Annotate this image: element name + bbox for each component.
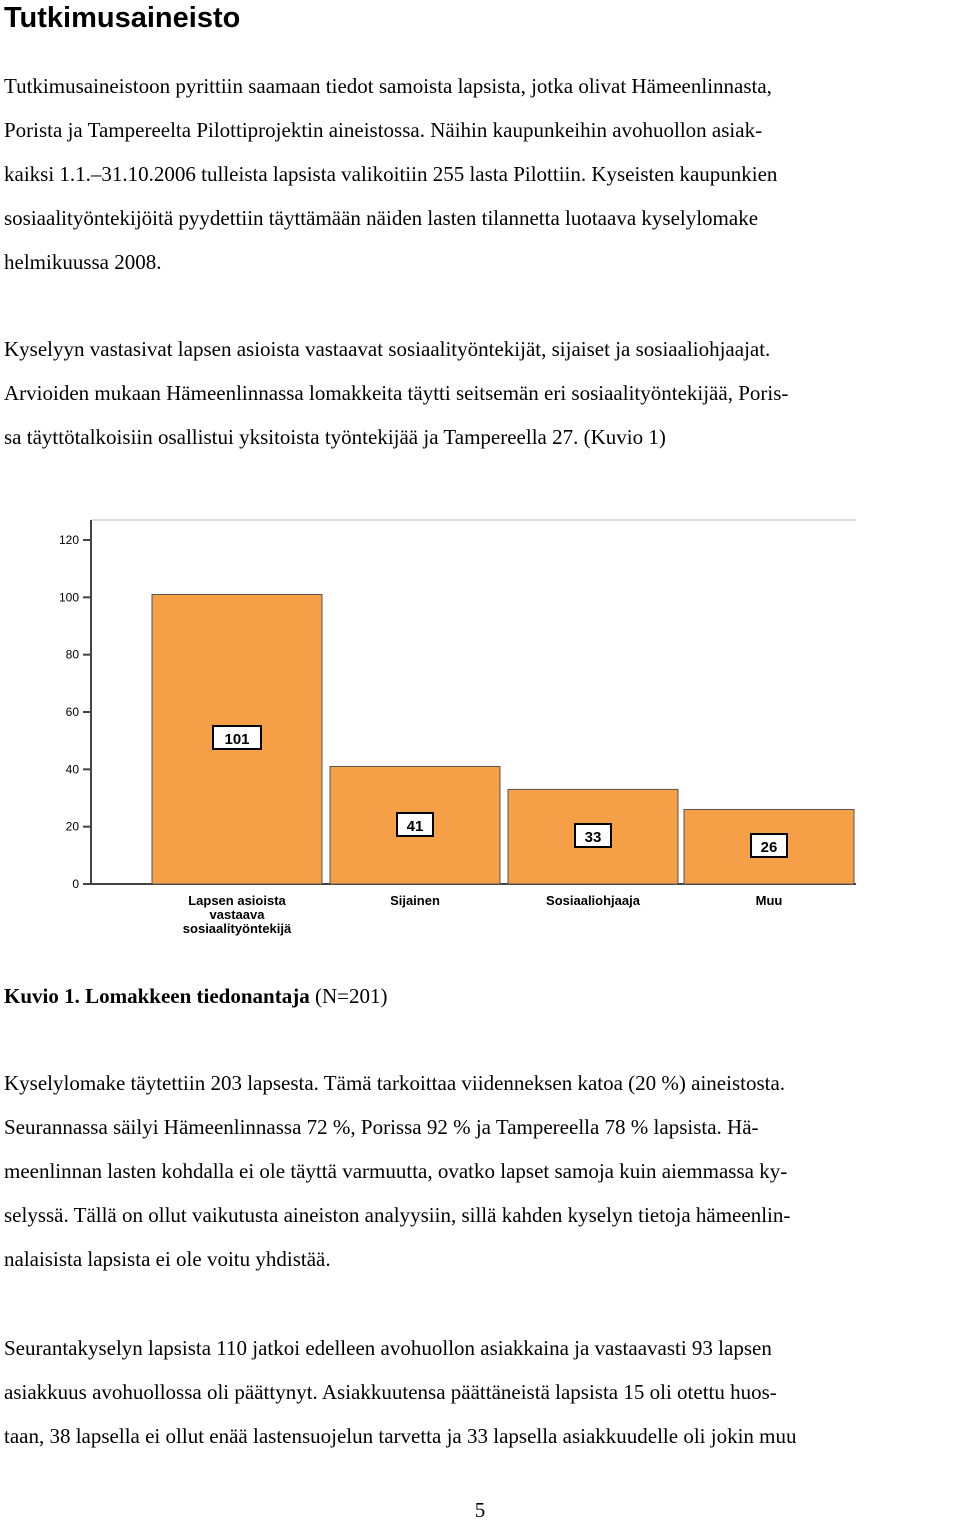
paragraph-2	[4, 327, 788, 459]
x-tick-label: Lapsen asioista	[188, 893, 286, 908]
y-tick-label: 80	[65, 647, 79, 662]
text-line: Seurantakyselyn lapsista 110 jatkoi edelleen avohuollon asiakkaina ja vastaavasti 93 lapsen	[4, 1336, 772, 1360]
page-number: 5	[474, 1498, 486, 1522]
text-line: meenlinnan lasten kohdalla ei ole täyttä varmuutta, ovatko lapset samoja kuin aiemmassa ky-	[4, 1159, 788, 1183]
y-tick-label: 120	[58, 533, 79, 547]
data-label: 101	[224, 731, 250, 748]
paragraph-1	[4, 64, 777, 284]
x-tick-label: Sosiaaliohjaaja	[546, 893, 640, 908]
data-label: 26	[760, 839, 778, 856]
text-line: Porista ja Tampereelta Pilottiprojektin aineistossa. Näihin kaupunkeihin avohuollon asiak-	[4, 118, 763, 142]
text-line: Arvioiden mukaan Hämeenlinnassa lomakkeita täytti seitsemän eri sosiaalityöntekijää, Poris-	[4, 381, 789, 405]
text-line: Tutkimusaineistoon pyrittiin saamaan tiedot samoista lapsista, jotka olivat Hämeenlinnasta,	[4, 74, 772, 98]
section-heading: Tutkimusaineisto	[4, 2, 241, 34]
x-tick-label: Muu	[755, 893, 783, 908]
x-tick-label: vastaava	[209, 907, 265, 922]
paragraph-3	[4, 1061, 790, 1281]
text-line: Kyselyyn vastasivat lapsen asioista vastaavat sosiaalityöntekijät, sijaiset ja sosiaaliohjaajat.	[4, 337, 771, 361]
y-tick-label: 20	[65, 819, 79, 834]
y-tick-label: 0	[72, 877, 79, 891]
text-line: kaiksi 1.1.–31.10.2006 tulleista lapsista valikoitiin 255 lasta Pilottiin. Kyseisten kaupunkien	[4, 162, 778, 186]
text-line: selyssä. Tällä on ollut vaikutusta aineiston analyysiin, sillä kahden kyselyn tietoja hämeenlin-	[4, 1203, 791, 1227]
text-line: taan, 38 lapsella ei ollut enää lastensuojelun tarvetta ja 33 lapsella asiakkuudelle oli jokin muu	[4, 1424, 797, 1448]
figure-caption	[4, 981, 387, 1011]
caption-label: Kuvio 1. Lomakkeen tiedonantaja	[4, 984, 310, 1008]
text-line: sa täyttötalkoisiin osallistui yksitoista työntekijää ja Tampereella 27. (Kuvio 1)	[4, 425, 666, 449]
paragraph-4	[4, 1326, 797, 1458]
data-label: 41	[406, 818, 424, 835]
text-line: helmikuussa 2008.	[4, 250, 162, 274]
text-line: Seurannassa säilyi Hämeenlinnassa 72 %, Porissa 92 % ja Tampereella 78 % lapsista. Hä-	[4, 1115, 759, 1139]
x-tick-label: sosiaalityöntekijä	[182, 921, 292, 936]
text-line: Kyselylomake täytettiin 203 lapsesta. Tämä tarkoittaa viidenneksen katoa (20 %) aineistosta.	[4, 1071, 786, 1095]
data-label: 33	[584, 829, 602, 846]
y-tick-label: 60	[65, 705, 79, 719]
caption-rest: (N=201)	[309, 984, 388, 1008]
text-line: sosiaalityöntekijöitä pyydettiin täyttämään näiden lasten tilannetta luotaava kyselylomake	[4, 206, 759, 230]
text-line: asiakkuus avohuollossa oli päättynyt. Asiakkuutensa päättäneistä lapsista 15 oli otettu huos-	[4, 1380, 777, 1404]
y-tick-label: 40	[65, 762, 79, 777]
text-line: nalaisista lapsista ei ole voitu yhdistää.	[4, 1247, 331, 1271]
bar-chart	[0, 505, 960, 945]
y-tick-label: 100	[58, 590, 79, 605]
x-tick-label: Sijainen	[390, 893, 440, 908]
